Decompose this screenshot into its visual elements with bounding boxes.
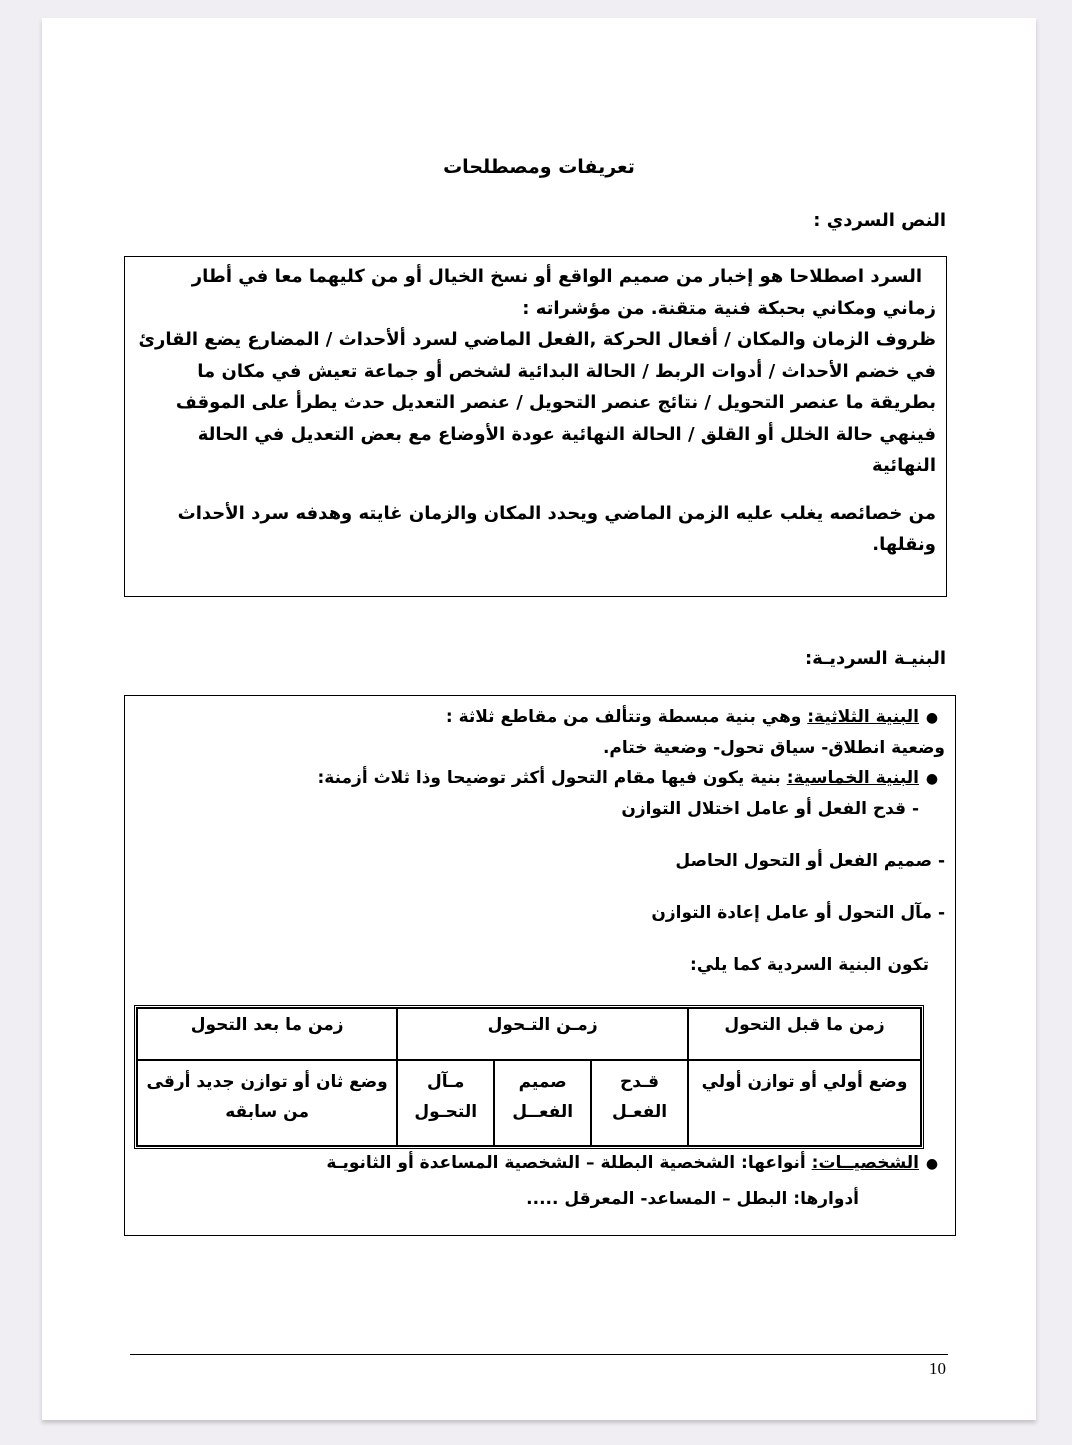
ternary-structure-item — [135, 702, 945, 733]
table-intro: تكون البنية السردية كما يلي: — [690, 955, 929, 975]
characters-types: أنواعها: الشخصية البطلة – الشخصية المساعدة أو الثانويـة — [326, 1153, 812, 1173]
quinary-description: بنية يكون فيها مقام التحول أكثر توضيحا وذا ثلاث أزمنة: — [317, 768, 787, 788]
cell-initial-state: وضع أولي أو توازن أولي — [688, 1060, 921, 1146]
characters-roles: أدوارها: البطل – المساعد- المعرقل ..... — [526, 1189, 859, 1209]
narrative-text-box — [124, 256, 947, 597]
cell-trigger: قـدح الفعـل — [591, 1060, 688, 1146]
bullet-icon: ● — [925, 771, 939, 787]
header-before-transformation: زمن ما قبل التحول — [688, 1008, 921, 1060]
ternary-label: البنية الثلاثية: — [807, 707, 919, 727]
narrative-structure-box — [124, 695, 956, 1236]
ternary-stages: وضعية انطلاق- سياق تحول- وضعية ختام. — [602, 738, 945, 758]
quinary-label: البنية الخماسية: — [786, 768, 919, 788]
quinary-structure-item — [135, 763, 945, 794]
footer-divider — [130, 1354, 948, 1355]
header-transformation: زمـن التـحول — [397, 1008, 688, 1060]
table-header-row — [137, 1008, 921, 1060]
table-row — [137, 1060, 921, 1146]
cell-final-state: وضع ثان أو توازن جديد أرقى من سابقه — [137, 1060, 397, 1146]
bullet-icon: ● — [925, 1156, 939, 1172]
header-after-transformation: زمن ما بعد التحول — [137, 1008, 397, 1060]
page-number: 10 — [929, 1359, 946, 1378]
page-title: تعريفات ومصطلحات — [443, 156, 635, 178]
section-heading-narrative-text: النص السردي : — [813, 210, 946, 231]
quinary-stage-item: - مآل التحول أو عامل إعادة التوازن — [651, 903, 945, 923]
bullet-icon: ● — [925, 710, 939, 726]
quinary-stage-item: - صميم الفعل أو التحول الحاصل — [675, 851, 945, 871]
characters-label: الشخصيــات: — [811, 1153, 919, 1173]
characteristics-paragraph: من خصائصه يغلب عليه الزمن الماضي ويحدد المكان والزمان غايته وهدفه سرد الأحداث ونقلها. — [177, 502, 936, 555]
definition-paragraph: السرد اصطلاحا هو إخبار من صميم الواقع أو نسخ الخيال أو من كليهما معا في أطار زماني ومكاني بحبكة فنية متقنة. من مؤشراته : — [191, 266, 936, 319]
quinary-stage-item: - قدح الفعل أو عامل اختلال التوازن — [621, 799, 919, 819]
document-page — [42, 18, 1036, 1420]
narrative-structure-table — [134, 1005, 924, 1149]
cell-outcome: مـآل التحـول — [397, 1060, 494, 1146]
indicators-paragraph: ظروف الزمان والمكان / أفعال الحركة ,الفعل الماضي لسرد ألأحداث / المضارع يضع القارئ في خضم الأحداث / أدوات الربط / الحالة البدائية لشخص أو جماعة تعيش في مكان ما بطريقة ما عنصر التحويل / نتائج عنصر التحويل / عنصر التعديل حدث يطرأ على الموقف فينهي حالة الخلل أو القلق / الحالة النهائية عودة الأوضاع مع بعض التعديل في الحالة النهائية — [138, 329, 936, 476]
section-heading-narrative-structure: البنيـة السرديـة: — [804, 648, 946, 669]
cell-core-action: صميم الفعــل — [494, 1060, 591, 1146]
ternary-description: وهي بنية مبسطة وتتألف من مقاطع ثلاثة : — [445, 707, 808, 727]
characters-item — [326, 1148, 945, 1179]
